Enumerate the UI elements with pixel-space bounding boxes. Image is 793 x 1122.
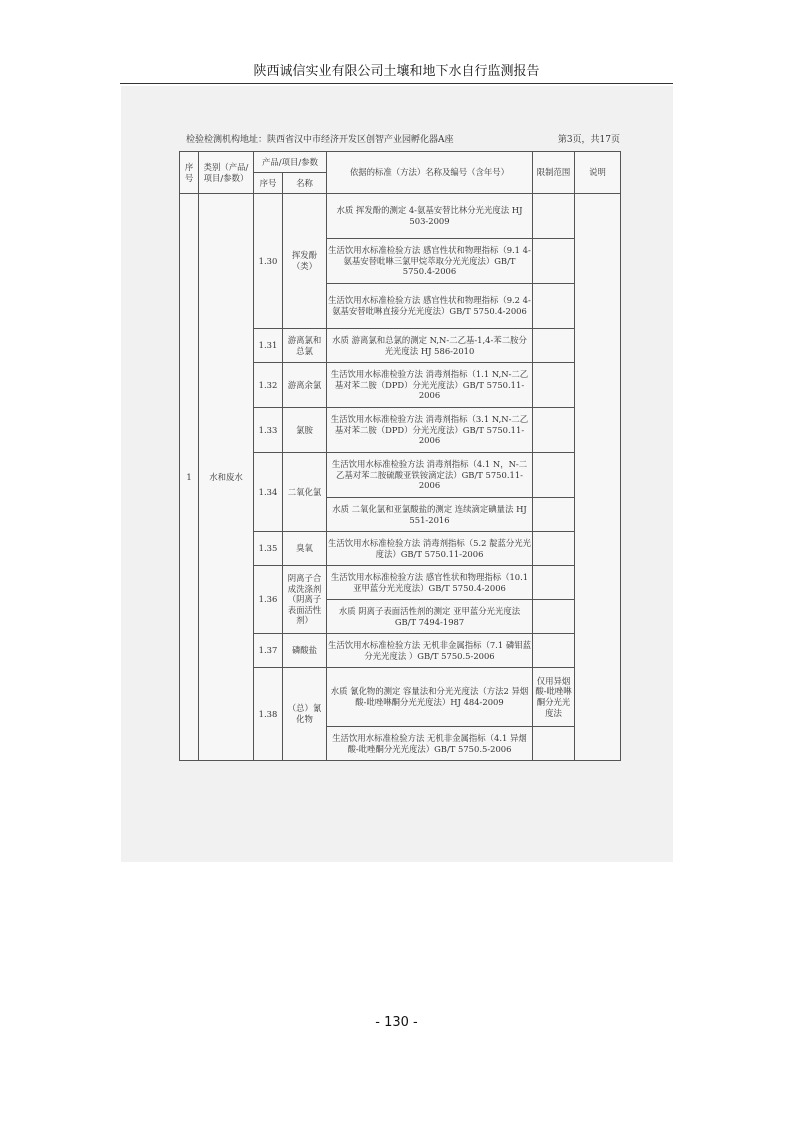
item-no: 1.33 — [254, 408, 283, 453]
limit-cell: 仅用异烟酸-吡唑啉酮分光光度法 — [533, 668, 575, 727]
standard-cell: 水质 阴离子表面活性剂的测定 亚甲蓝分光光度法 GB/T 7494-1987 — [327, 600, 533, 634]
item-name: 游离氯和总氯 — [283, 329, 327, 363]
header-seq: 序号 — [180, 152, 199, 194]
item-name: 臭氧 — [283, 532, 327, 566]
limit-cell — [533, 239, 575, 284]
limit-cell — [533, 727, 575, 761]
limit-cell — [533, 194, 575, 239]
header-category: 类别（产品/项目/参数） — [199, 152, 254, 194]
item-no: 1.31 — [254, 329, 283, 363]
scan-top-line — [186, 134, 620, 146]
limit-cell — [533, 408, 575, 453]
page-number: - 130 - — [375, 1015, 418, 1030]
item-name: （总）氰化物 — [283, 668, 327, 761]
standard-cell: 生活饮用水标准检验方法 无机非金属指标（4.1 异烟酸-吡唑酮分光光度法）GB/T 5750.5-2006 — [327, 727, 533, 761]
note-cell — [575, 194, 621, 761]
standard-cell: 生活饮用水标准检验方法 感官性状和物理指标（10.1 亚甲蓝分光光度法）GB/T 5750.4-2006 — [327, 566, 533, 600]
standard-cell: 水质 游离氯和总氯的测定 N,N-二乙基-1,4-苯二胺分光光度法 HJ 586-2010 — [327, 329, 533, 363]
limit-cell — [533, 498, 575, 532]
standard-cell: 生活饮用水标准检验方法 消毒剂指标（5.2 靛蓝分光光度法）GB/T 5750.11-2006 — [327, 532, 533, 566]
standard-cell: 生活饮用水标准检验方法 消毒剂指标（3.1 N,N-二乙基对苯二胺（DPD）分光光度法）GB/T 5750.11-2006 — [327, 408, 533, 453]
item-no: 1.32 — [254, 363, 283, 408]
item-name: 挥发酚（类） — [283, 194, 327, 329]
standard-cell: 水质 氰化物的测定 容量法和分光光度法（方法2 异烟酸-吡唑啉酮分光光度法）HJ 484-2009 — [327, 668, 533, 727]
item-no: 1.30 — [254, 194, 283, 329]
header-note: 说明 — [575, 152, 621, 194]
standard-cell: 生活饮用水标准检验方法 感官性状和物理指标（9.1 4-氨基安替吡啉三氯甲烷萃取分光光度法）GB/T 5750.4-2006 — [327, 239, 533, 284]
item-no: 1.35 — [254, 532, 283, 566]
item-name: 磷酸盐 — [283, 634, 327, 668]
limit-cell — [533, 363, 575, 408]
limit-cell — [533, 453, 575, 498]
header-product: 产品/项目/参数 — [254, 152, 327, 173]
table-row — [180, 194, 621, 239]
item-name: 二氧化氯 — [283, 453, 327, 532]
item-no: 1.34 — [254, 453, 283, 532]
standard-cell: 生活饮用水标准检验方法 消毒剂指标（4.1 N，N-二乙基对苯二胺硫酸亚铁铵滴定法）GB/T 5750.11-2006 — [327, 453, 533, 498]
standard-cell: 生活饮用水标准检验方法 感官性状和物理指标（9.2 4-氨基安替吡啉直接分光光度法）GB/T 5750.4-2006 — [327, 284, 533, 329]
item-no: 1.38 — [254, 668, 283, 761]
item-name: 游离余氯 — [283, 363, 327, 408]
header-limit: 限制范围 — [533, 152, 575, 194]
lab-address: 检验检测机构地址：陕西省汉中市经济开发区创智产业园孵化器A座 — [186, 135, 454, 145]
item-no: 1.37 — [254, 634, 283, 668]
item-name: 阴离子合成洗涤剂（阴离子表面活性剂） — [283, 566, 327, 634]
document-header: 陕西诚信实业有限公司土壤和地下水自行监测报告 — [253, 64, 540, 79]
standard-cell: 水质 二氧化氯和亚氯酸盐的测定 连续滴定碘量法 HJ 551-2016 — [327, 498, 533, 532]
header-sub-seq: 序号 — [254, 173, 283, 194]
capability-table-wrap — [179, 151, 620, 761]
limit-cell — [533, 532, 575, 566]
group-category: 水和废水 — [199, 194, 254, 761]
header-standard: 依据的标准（方法）名称及编号（含年号） — [327, 152, 533, 194]
standard-cell: 水质 挥发酚的测定 4-氨基安替比林分光光度法 HJ 503-2009 — [327, 194, 533, 239]
limit-cell — [533, 566, 575, 600]
item-no: 1.36 — [254, 566, 283, 634]
group-seq: 1 — [180, 194, 199, 761]
item-name: 氯胺 — [283, 408, 327, 453]
table-header-row — [180, 152, 621, 173]
standard-cell: 生活饮用水标准检验方法 无机非金属指标（7.1 磷钼蓝分光光度法 ）GB/T 5750.5-2006 — [327, 634, 533, 668]
capability-table — [179, 151, 621, 761]
header-rule — [120, 83, 673, 84]
limit-cell — [533, 600, 575, 634]
standard-cell: 生活饮用水标准检验方法 消毒剂指标（1.1 N,N-二乙基对苯二胺（DPD）分光光度法）GB/T 5750.11-2006 — [327, 363, 533, 408]
limit-cell — [533, 329, 575, 363]
limit-cell — [533, 634, 575, 668]
page-info: 第3页，共17页 — [557, 135, 620, 145]
header-name: 名称 — [283, 173, 327, 194]
limit-cell — [533, 284, 575, 329]
